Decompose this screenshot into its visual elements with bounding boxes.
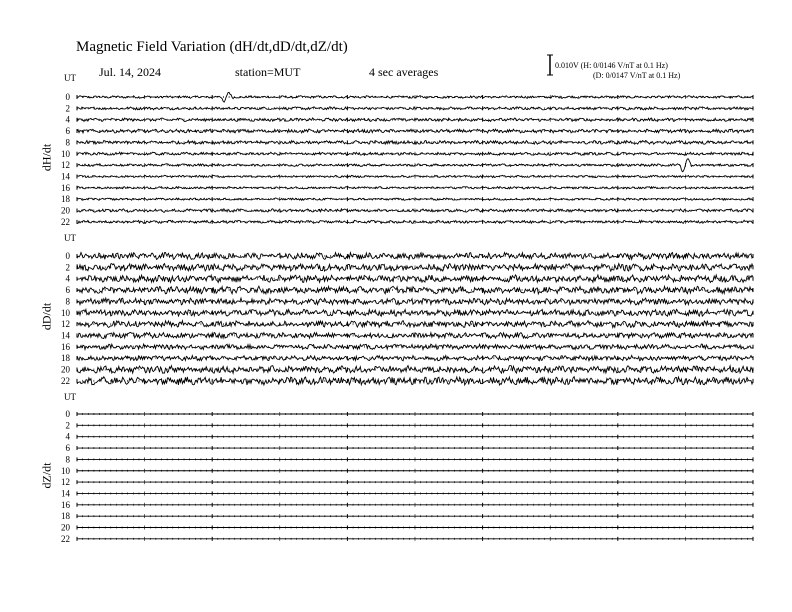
row-label-dh-14: 14 [61,171,70,182]
row-label-dd-18: 18 [61,353,70,364]
ut-label-dh: UT [64,73,76,83]
row-label-dz-16: 16 [61,499,70,510]
panel-dd [61,251,753,386]
row-label-dz-4: 4 [65,431,70,442]
row-label-dz-14: 14 [61,488,70,499]
row-label-dh-2: 2 [65,103,70,114]
row-label-dd-6: 6 [65,285,70,296]
row-label-dh-6: 6 [65,126,70,137]
averaging-label: 4 sec averages [369,65,439,79]
row-label-dh-0: 0 [65,92,70,102]
row-label-dz-12: 12 [61,477,70,488]
row-label-dz-0: 0 [65,409,70,419]
panel-label-dh: dH/dt [39,143,54,172]
row-label-dh-10: 10 [61,148,70,159]
row-label-dh-4: 4 [65,114,70,125]
row-label-dh-12: 12 [61,160,70,171]
row-label-dd-2: 2 [65,262,70,273]
row-label-dz-18: 18 [61,511,70,522]
row-label-dd-0: 0 [65,251,70,261]
d-sensitivity-label: (D: 0/0147 V/nT at 0.1 Hz) [593,71,681,80]
row-label-dz-2: 2 [65,420,70,431]
h-sensitivity-label: (H: 0/0146 V/nT at 0.1 Hz) [580,61,668,70]
scale-bar [547,55,553,75]
row-label-dz-10: 10 [61,465,70,476]
scale-value-label: 0.010V (H: 0/0146 V/nT at 0.1 Hz) [555,61,668,70]
row-label-dd-16: 16 [61,341,70,352]
row-label-dz-22: 22 [61,533,70,544]
row-label-dd-12: 12 [61,319,70,330]
row-label-dz-6: 6 [65,443,70,454]
panel-label-dz: dZ/dt [39,462,54,489]
row-label-dd-10: 10 [61,307,70,318]
row-label-dh-20: 20 [61,205,70,216]
row-label-dh-22: 22 [61,216,70,227]
row-label-dd-22: 22 [61,375,70,386]
row-label-dd-14: 14 [61,330,70,341]
row-label-dz-8: 8 [65,454,70,465]
chart-title: Magnetic Field Variation (dH/dt,dD/dt,dZ/dt) [76,39,348,55]
date-label: Jul. 14, 2024 [99,65,162,79]
ut-label-dd: UT [64,233,76,243]
ut-label-dz: UT [64,392,76,402]
row-label-dz-20: 20 [61,522,70,533]
row-label-dh-8: 8 [65,137,70,148]
row-label-dd-20: 20 [61,364,70,375]
row-label-dd-8: 8 [65,296,70,307]
station-label: station=MUT [235,65,301,79]
row-label-dh-16: 16 [61,182,70,193]
trace-dh-0 [77,92,753,102]
panel-dh [61,92,753,227]
panel-label-dd: dD/dt [39,302,54,331]
panel-dz [61,409,753,544]
row-label-dh-18: 18 [61,194,70,205]
row-label-dd-4: 4 [65,273,70,284]
